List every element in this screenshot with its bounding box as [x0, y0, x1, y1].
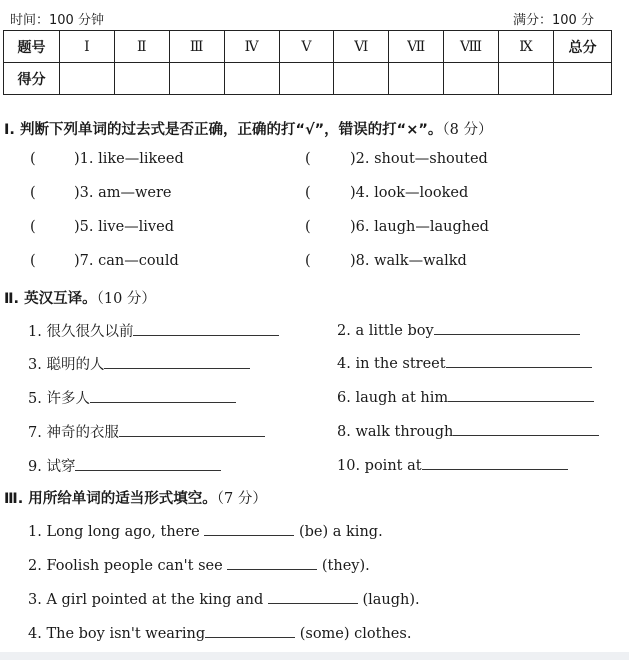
translate-item-10: 10. point at — [337, 455, 568, 474]
translate-item-1: 1. 很久很久以前 — [28, 320, 279, 341]
section1-title: Ⅰ. 判断下列单词的过去式是否正确，正确的打“√”，错误的打“×”。 — [4, 122, 443, 138]
judge-item-7: )7. can—could — [74, 253, 179, 269]
judge-paren-2[interactable]: ( — [305, 151, 311, 167]
score-cell[interactable] — [169, 63, 224, 95]
score-cell[interactable] — [554, 63, 612, 95]
judge-paren-8[interactable]: ( — [305, 253, 311, 269]
score-cell[interactable] — [224, 63, 279, 95]
answer-blank[interactable] — [75, 456, 221, 471]
answer-blank[interactable] — [448, 387, 594, 402]
judge-item-4: )4. look—looked — [350, 185, 469, 201]
section1-points: （8 分） — [442, 122, 493, 138]
score-cell[interactable] — [499, 63, 554, 95]
column-roman-1: Ⅰ — [60, 31, 115, 63]
fill-item-2: 2. Foolish people can't see (they). — [28, 555, 370, 574]
translate-item-3: 3. 聪明的人 — [28, 353, 250, 374]
answer-blank[interactable] — [268, 589, 358, 604]
score-table-header-row — [4, 31, 612, 63]
section2-heading — [4, 287, 156, 308]
column-roman-8: Ⅷ — [444, 31, 499, 63]
column-roman-2: Ⅱ — [114, 31, 169, 63]
section1-heading — [4, 118, 492, 139]
answer-blank[interactable] — [422, 455, 568, 470]
score-cell[interactable] — [60, 63, 115, 95]
score-table-score-row — [4, 63, 612, 95]
column-roman-9: Ⅸ — [499, 31, 554, 63]
score-cell[interactable] — [389, 63, 444, 95]
section2-points: （10 分） — [96, 291, 156, 307]
translate-item-6: 6. laugh at him — [337, 387, 594, 406]
answer-blank[interactable] — [453, 421, 599, 436]
score-cell[interactable] — [279, 63, 334, 95]
answer-blank[interactable] — [434, 320, 580, 335]
judge-item-3: )3. am—were — [74, 185, 172, 201]
column-roman-4: Ⅳ — [224, 31, 279, 63]
score-cell[interactable] — [444, 63, 499, 95]
translate-item-8: 8. walk through — [337, 421, 599, 440]
column-roman-5: Ⅴ — [279, 31, 334, 63]
score-cell[interactable] — [114, 63, 169, 95]
time-limit: 时间：100 分钟 — [10, 13, 104, 28]
translate-item-4: 4. in the street — [337, 353, 592, 372]
answer-blank[interactable] — [119, 422, 265, 437]
judge-item-8: )8. walk—walkd — [350, 253, 467, 269]
translate-item-9: 9. 试穿 — [28, 455, 221, 476]
answer-blank[interactable] — [227, 555, 317, 570]
judge-paren-6[interactable]: ( — [305, 219, 311, 235]
section3-points: （7 分） — [216, 491, 267, 507]
section3-heading — [4, 487, 267, 508]
column-roman-6: Ⅵ — [334, 31, 389, 63]
section3-title: Ⅲ. 用所给单词的适当形式填空。 — [4, 491, 217, 507]
answer-blank[interactable] — [90, 388, 236, 403]
judge-paren-1[interactable]: ( — [30, 151, 36, 167]
answer-blank[interactable] — [205, 623, 295, 638]
translate-item-7: 7. 神奇的衣服 — [28, 421, 265, 442]
page-bottom-edge — [0, 652, 629, 660]
judge-paren-4[interactable]: ( — [305, 185, 311, 201]
judge-item-1: )1. like—likeed — [74, 151, 184, 167]
translate-item-5: 5. 许多人 — [28, 387, 236, 408]
translate-item-2: 2. a little boy — [337, 320, 580, 339]
score-cell[interactable] — [334, 63, 389, 95]
judge-item-6: )6. laugh—laughed — [350, 219, 489, 235]
question-number-label: 题号 — [4, 31, 60, 63]
judge-paren-3[interactable]: ( — [30, 185, 36, 201]
score-table — [3, 30, 612, 95]
judge-paren-7[interactable]: ( — [30, 253, 36, 269]
column-roman-7: Ⅶ — [389, 31, 444, 63]
judge-item-5: )5. live—lived — [74, 219, 174, 235]
judge-item-2: )2. shout—shouted — [350, 151, 488, 167]
answer-blank[interactable] — [204, 521, 294, 536]
fill-item-1: 1. Long long ago, there (be) a king. — [28, 521, 383, 540]
judge-paren-5[interactable]: ( — [30, 219, 36, 235]
answer-blank[interactable] — [446, 353, 592, 368]
score-label: 得分 — [4, 63, 60, 95]
column-roman-3: Ⅲ — [169, 31, 224, 63]
answer-blank[interactable] — [133, 321, 279, 336]
section2-title: Ⅱ. 英汉互译。 — [4, 291, 97, 307]
full-score: 满分：100 分 — [513, 13, 594, 28]
fill-item-4: 4. The boy isn't wearing (some) clothes. — [28, 623, 411, 642]
fill-item-3: 3. A girl pointed at the king and (laugh). — [28, 589, 420, 608]
answer-blank[interactable] — [104, 354, 250, 369]
total-label: 总分 — [554, 31, 612, 63]
